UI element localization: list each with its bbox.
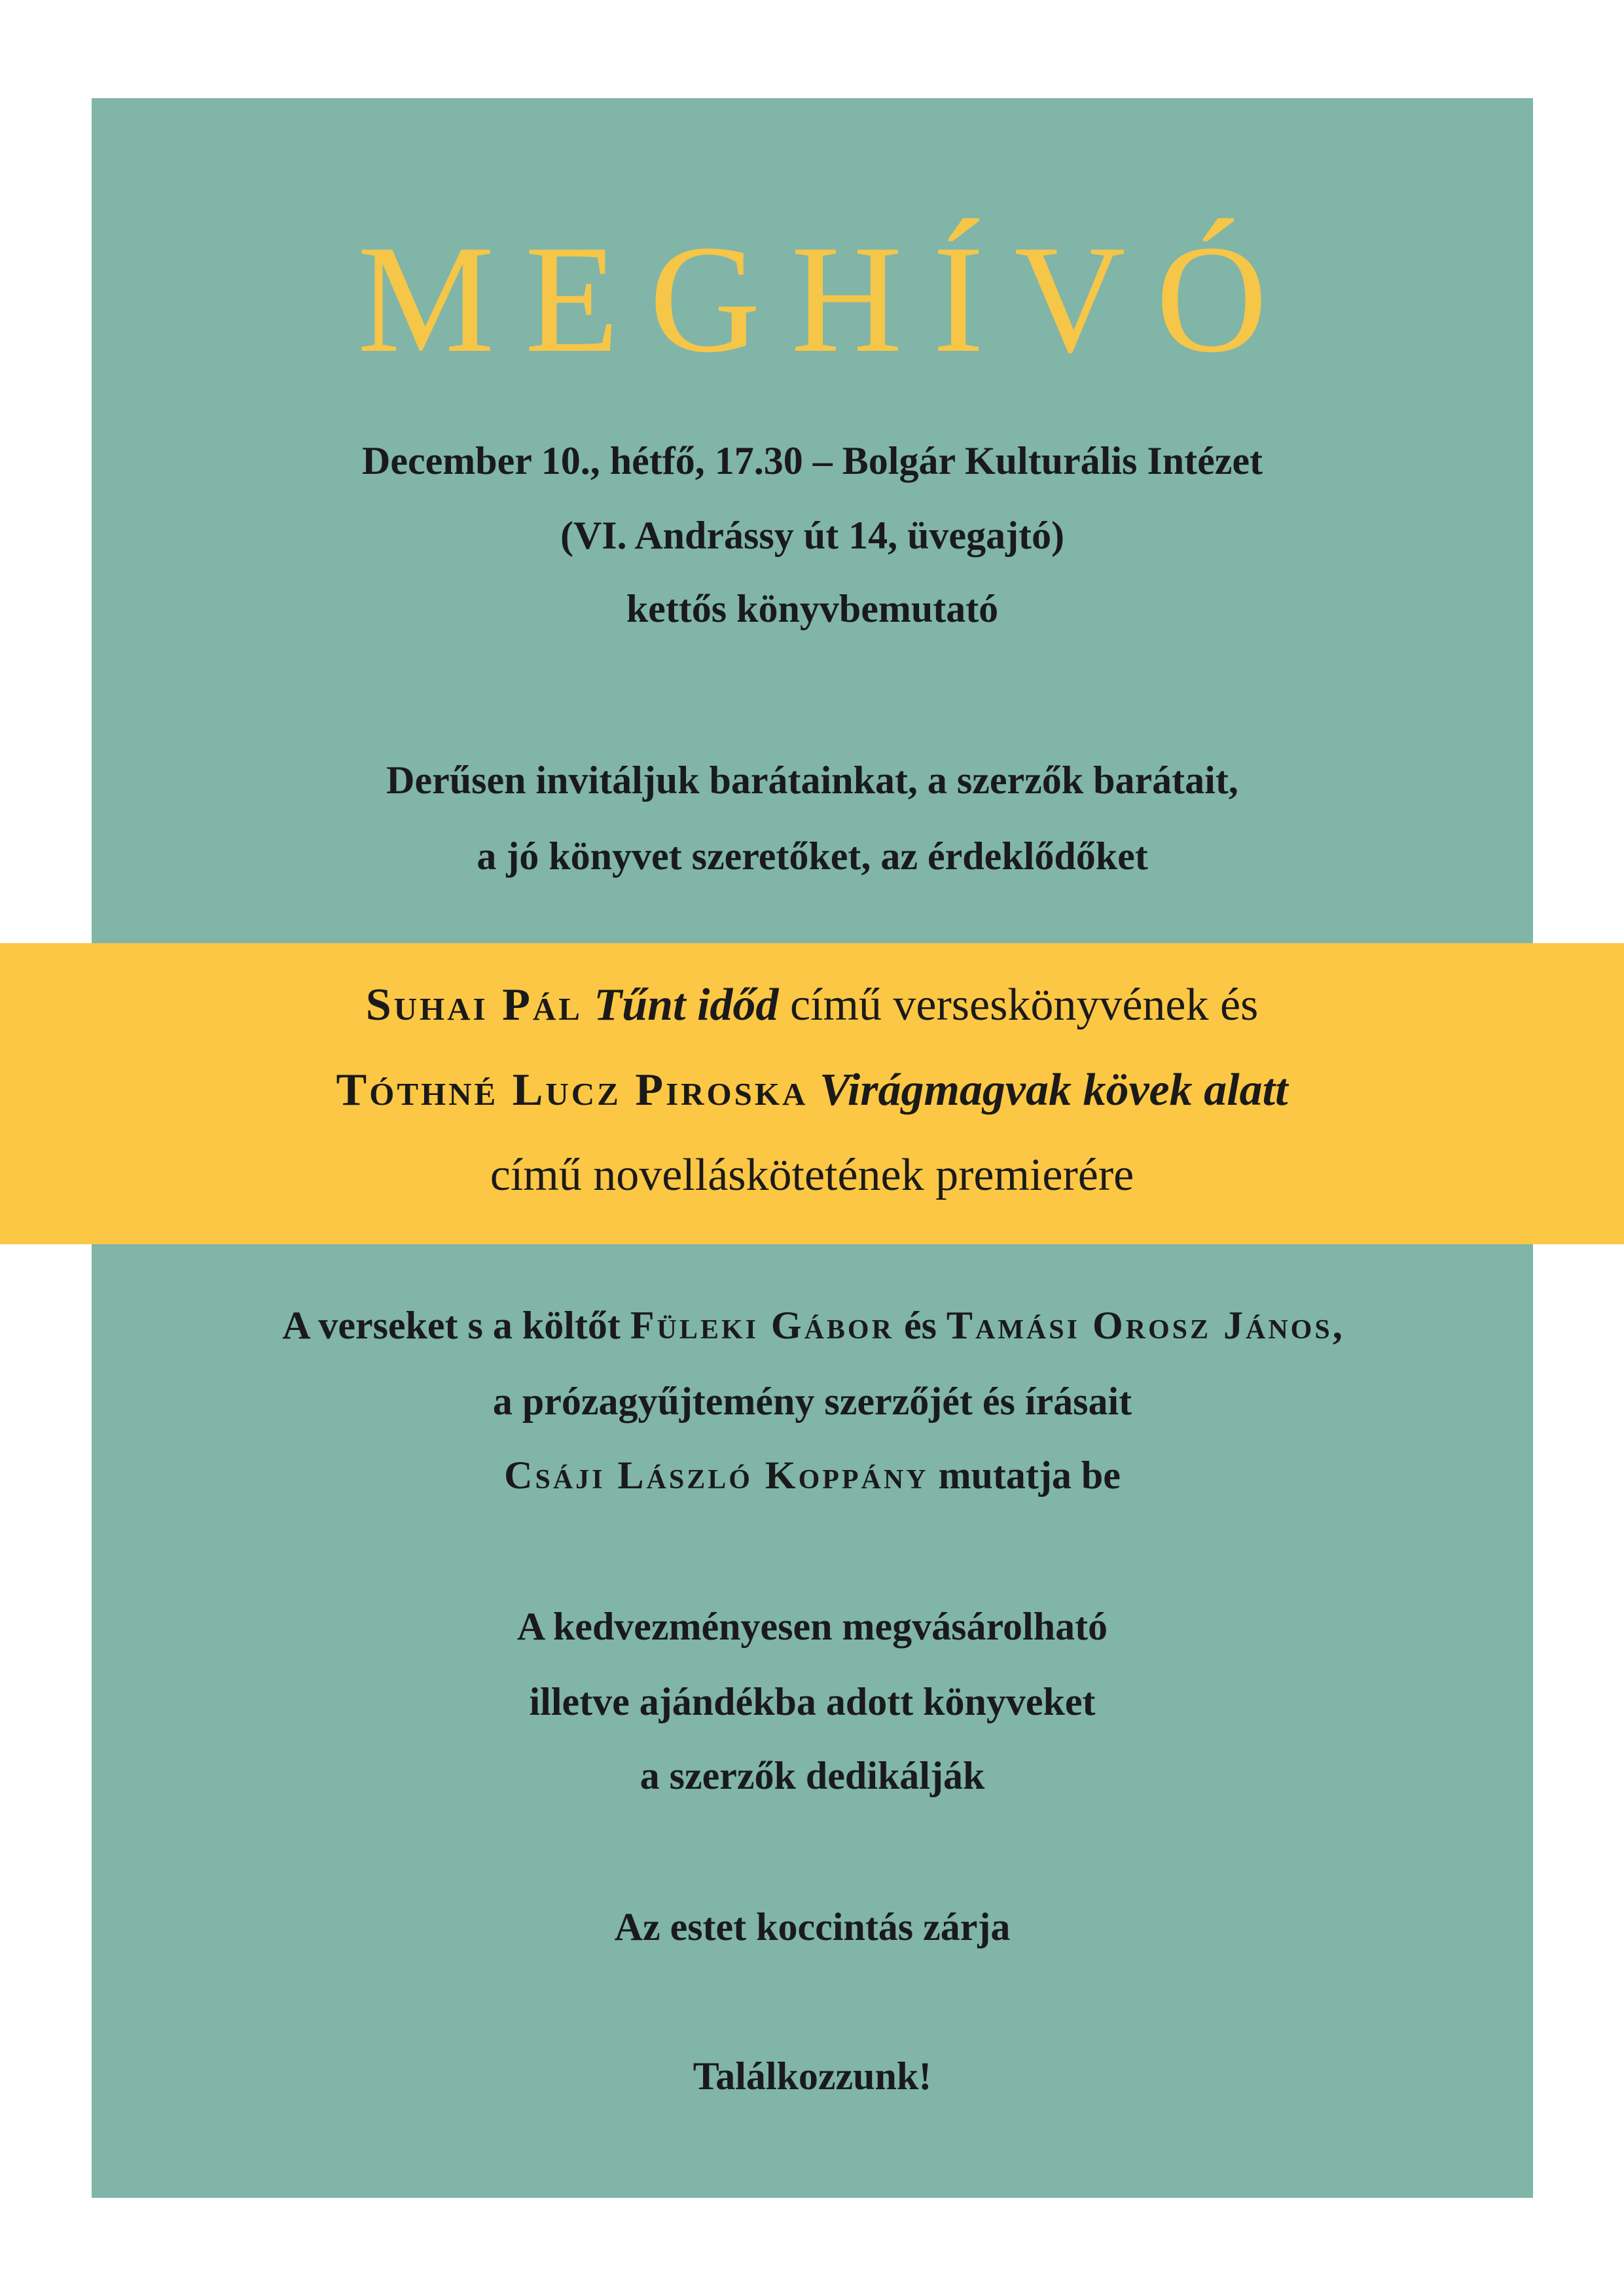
- author-suhai: Suhai Pál: [365, 980, 583, 1030]
- presenter-fuleki: Füleki Gábor: [630, 1304, 894, 1347]
- presenters-line-1: [92, 1306, 1533, 1345]
- signing-line-2: illetve ajándékba adott könyveket: [529, 1680, 1096, 1723]
- invite-line-1: Derűsen invitáljuk barátainkat, a szerzők barátait,: [386, 759, 1238, 802]
- presenters-and: és: [893, 1304, 947, 1347]
- band-line-3: című novelláskötetének premierére: [490, 1150, 1134, 1200]
- closing-toast: Az estet koccintás zárja: [614, 1905, 1011, 1948]
- band-line-2: [0, 1067, 1624, 1113]
- presenters-comma: ,: [1332, 1304, 1343, 1347]
- presenters-prefix: A verseket s a költőt: [282, 1304, 630, 1347]
- presenter-tamasi: Tamási Orosz János: [946, 1304, 1333, 1347]
- band-line-1-suffix: című verseskönyvének és: [778, 980, 1259, 1030]
- page-title: MEGHÍVÓ: [357, 214, 1298, 385]
- presenters-line-3: [92, 1456, 1533, 1495]
- event-address: (VI. Andrássy út 14, üvegajtó): [560, 514, 1065, 557]
- event-date-venue: December 10., hétfő, 17.30 – Bolgár Kulturális Intézet: [362, 439, 1263, 482]
- highlight-band: [0, 943, 1624, 1244]
- presenters-suffix: mutatja be: [928, 1454, 1121, 1497]
- event-type: kettős könyvbemutató: [626, 587, 999, 630]
- signing-line-1: A kedvezményesen megvásárolható: [516, 1605, 1108, 1648]
- presenters-line-2: a prózagyűjtemény szerzőjét és írásait: [492, 1380, 1132, 1423]
- author-tothne: Tóthné Lucz Piroska: [336, 1065, 808, 1115]
- closing-farewell: Találkozzunk!: [693, 2054, 932, 2098]
- presenter-csaji: Csáji László Koppány: [504, 1454, 929, 1497]
- signing-line-3: a szerzők dedikálják: [640, 1754, 985, 1797]
- band-line-1: [0, 982, 1624, 1028]
- book-title-tunt-idod: Tűnt időd: [594, 980, 779, 1030]
- invite-line-2: a jó könyvet szeretőket, az érdeklődőket: [477, 834, 1148, 878]
- book-title-viragmagvak: Virágmagvak kövek alatt: [819, 1065, 1288, 1115]
